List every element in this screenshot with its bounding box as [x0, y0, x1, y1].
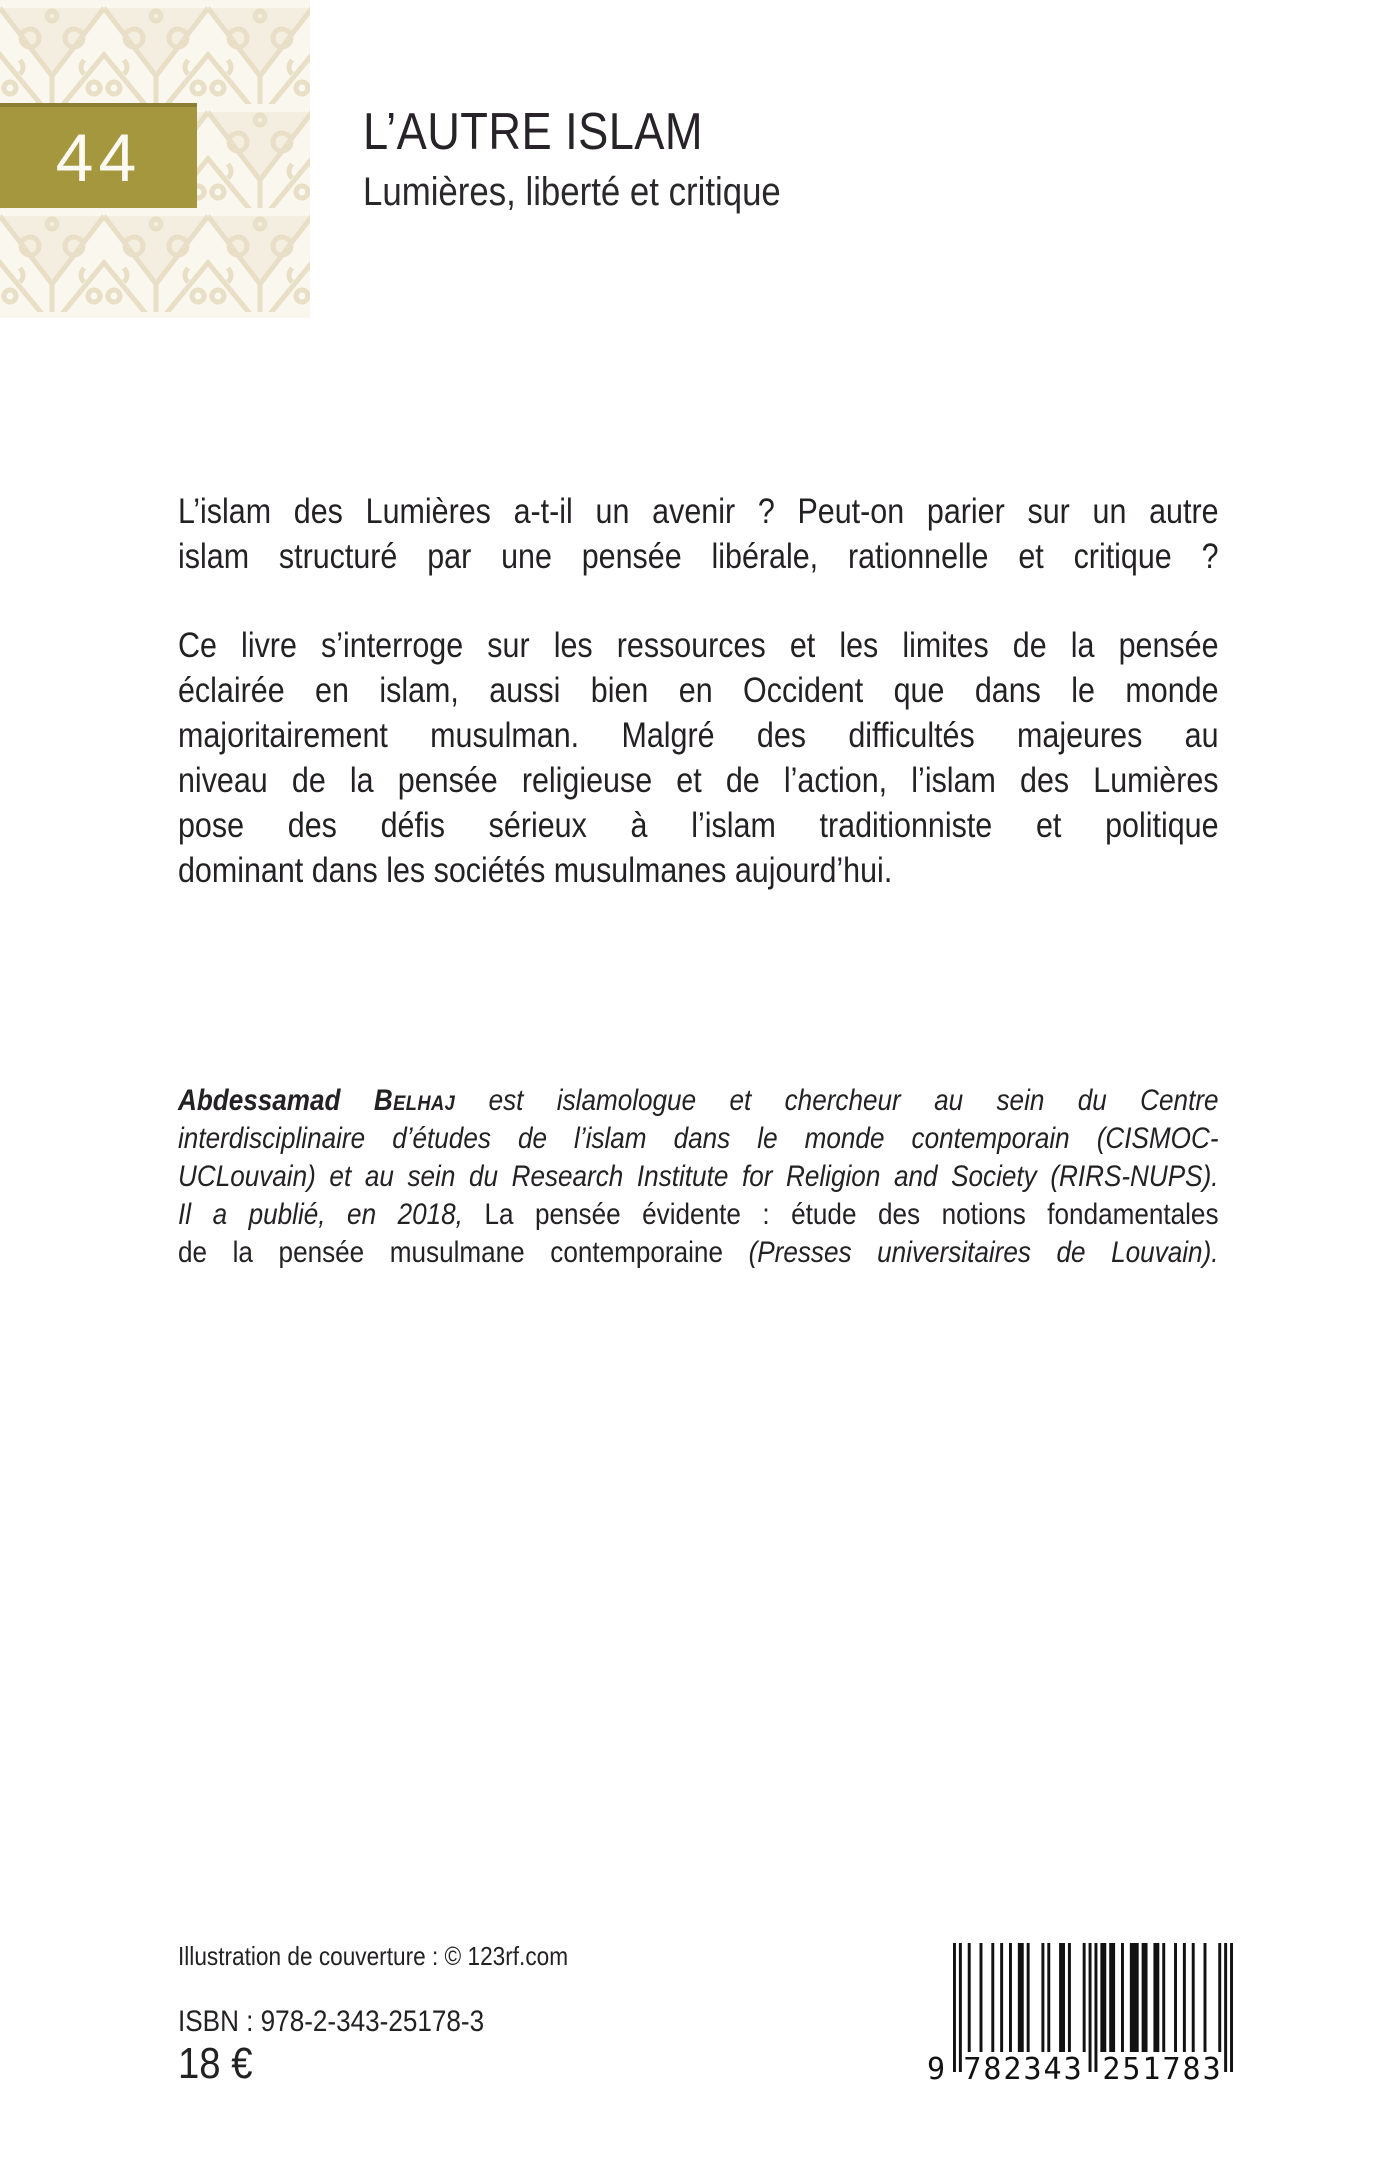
text-line: Abdessamad Belhaj est islamologue et chercheur au sein du Centre [178, 1084, 1219, 1117]
text-line: UCLouvain) et au sein du Research Institute for Religion and Society (RIRS-NUPS). [178, 1160, 1219, 1193]
text-line: niveau de la pensée religieuse et de l’action, l’islam des Lumières [178, 761, 1219, 800]
text-line: interdisciplinaire d’études de l’islam dans le monde contemporain (CISMOC- [178, 1122, 1219, 1155]
series-number-badge [0, 103, 197, 208]
isbn-number: ISBN : 978-2-343-25178-3 [178, 2005, 485, 2038]
barcode-digits-group1: 782343 [963, 2052, 1084, 2087]
author-bio [178, 1082, 1219, 1272]
series-number: 44 [55, 119, 142, 196]
price: 18 € [178, 2039, 253, 2088]
text-line: majoritairement musulman. Malgré des difficultés majeures au [178, 716, 1219, 755]
text-line: Il a publié, en 2018, La pensée évidente : étude des notions fondamentales [178, 1198, 1219, 1231]
text-line: de la pensée musulmane contemporaine (Presses universitaires de Louvain). [178, 1236, 1219, 1269]
text-line: éclairée en islam, aussi bien en Occident que dans le monde [178, 671, 1219, 710]
text-line: islam structuré par une pensée libérale, rationnelle et critique ? [178, 537, 1219, 576]
barcode-digit-first: 9 [927, 2052, 946, 2087]
text-line: L’islam des Lumières a-t-il un avenir ? Peut-on parier sur un autre [178, 492, 1219, 531]
book-subtitle: Lumières, liberté et critique [363, 170, 781, 214]
book-title: L’AUTRE ISLAM [363, 103, 704, 161]
ean13-barcode [927, 1943, 1233, 2087]
text-line: dominant dans les sociétés musulmanes aujourd’hui. [178, 851, 893, 890]
blurb-paragraph-2 [178, 623, 1219, 893]
text-line: pose des défis sérieux à l’islam traditionniste et politique [178, 806, 1219, 845]
barcode-digits-group2: 251783 [1102, 2052, 1223, 2087]
text-line: Ce livre s’interroge sur les ressources et les limites de la pensée [178, 626, 1219, 665]
cover-illustration-credit: Illustration de couverture : © 123rf.com [178, 1941, 569, 1971]
blurb-paragraph-1 [178, 489, 1219, 579]
